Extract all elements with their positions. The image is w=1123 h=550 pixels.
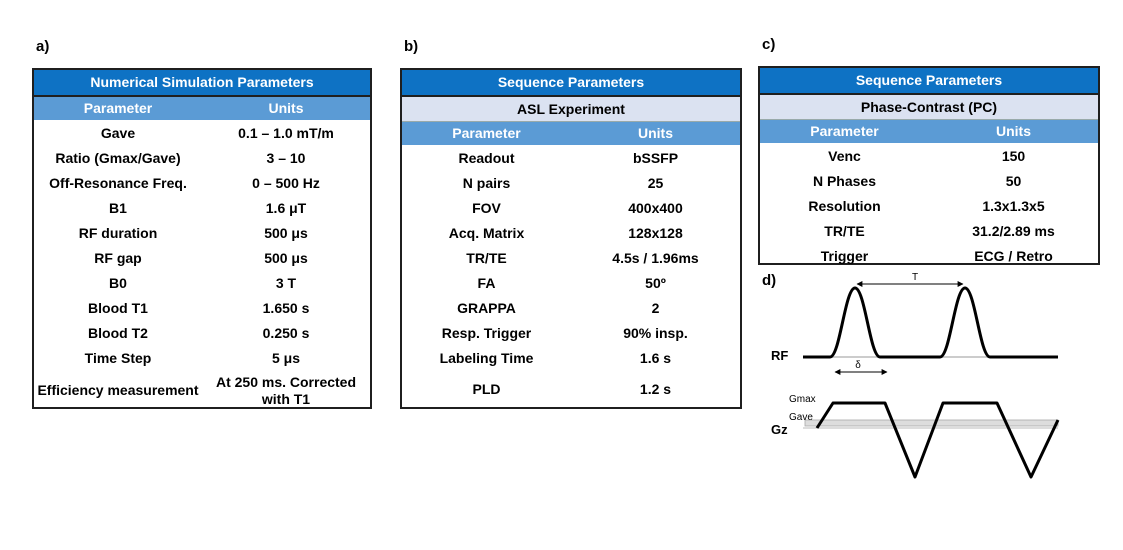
rf-label: RF — [771, 348, 789, 363]
parameter-cell: Labeling Time — [439, 350, 534, 367]
phase-contrast-table — [758, 66, 1100, 265]
parameter-cell: Blood T2 — [88, 325, 148, 342]
table-row — [402, 371, 740, 409]
table-subtitle: Phase-Contrast (PC) — [760, 95, 1098, 120]
table-row — [760, 168, 1098, 193]
parameter-cell: FOV — [472, 199, 501, 216]
table-row — [402, 270, 740, 295]
table-row — [402, 321, 740, 346]
gave-label: Gave — [789, 412, 813, 423]
units-cell: 31.2/2.89 ms — [972, 222, 1055, 239]
units-cell: At 250 ms. Corrected with T1 — [215, 373, 357, 407]
gave-band — [805, 420, 1058, 426]
table-title: Sequence Parameters — [760, 68, 1098, 95]
delta-label: δ — [855, 360, 861, 371]
table-row — [402, 346, 740, 371]
parameter-cell: N pairs — [462, 174, 511, 191]
table-row — [34, 120, 370, 145]
table-subtitle: ASL Experiment — [402, 97, 740, 122]
table-row — [34, 145, 370, 170]
table-body — [34, 120, 370, 411]
column-header-row — [402, 122, 740, 145]
units-cell: 1.650 s — [262, 300, 310, 317]
units-cell: ECG / Retro — [974, 247, 1053, 264]
table-row — [402, 296, 740, 321]
units-cell: 128x128 — [628, 224, 683, 241]
table-row — [34, 271, 370, 296]
table-title: Sequence Parameters — [402, 70, 740, 97]
parameter-cell: B0 — [109, 275, 127, 292]
units-cell: 500 μs — [264, 224, 308, 241]
parameter-cell: Resp. Trigger — [441, 325, 532, 342]
units-cell: 0.250 s — [262, 325, 310, 342]
table-row — [402, 145, 740, 170]
units-cell: 2 — [651, 300, 660, 317]
table-body — [402, 145, 740, 409]
panel-label-d: d) — [762, 272, 777, 289]
parameter-cell: Ratio (Gmax/Gave) — [55, 149, 181, 166]
column-header-row — [34, 97, 370, 120]
table-row — [760, 243, 1098, 268]
parameter-cell: PLD — [472, 381, 501, 398]
parameter-cell: TR/TE — [824, 222, 865, 239]
units-cell: 1.6 μT — [265, 199, 307, 216]
parameter-cell: Off-Resonance Freq. — [49, 174, 187, 191]
units-cell: 500 μs — [264, 250, 308, 267]
table-row — [402, 245, 740, 270]
table-row — [34, 321, 370, 346]
column-header-parameter: Parameter — [810, 123, 879, 139]
units-cell: 3 – 10 — [266, 149, 306, 166]
parameter-cell: Efficiency measurement — [37, 382, 199, 399]
parameter-cell: Resolution — [808, 197, 881, 214]
parameter-cell: Time Step — [84, 350, 152, 367]
parameter-cell: FA — [477, 275, 496, 292]
parameter-cell: RF gap — [94, 250, 142, 267]
units-cell: 0 – 500 Hz — [252, 174, 320, 191]
table-row — [402, 195, 740, 220]
table-row — [402, 220, 740, 245]
parameter-cell: GRAPPA — [457, 300, 516, 317]
column-header-units: Units — [996, 123, 1031, 139]
pulse-sequence-diagram — [765, 270, 1065, 490]
table-row — [34, 296, 370, 321]
table-row — [34, 346, 370, 371]
column-header-parameter: Parameter — [452, 125, 521, 141]
units-cell: bSSFP — [632, 149, 679, 166]
units-cell: 25 — [647, 174, 664, 191]
units-cell: 3 T — [275, 275, 297, 292]
panel-label-c: c) — [762, 36, 776, 53]
units-cell: 0.1 – 1.0 mT/m — [238, 124, 334, 141]
table-row — [402, 170, 740, 195]
table-row — [760, 218, 1098, 243]
table-row — [34, 371, 370, 411]
numerical-simulation-table — [32, 68, 372, 409]
parameter-cell: Venc — [828, 147, 861, 164]
parameter-cell: Trigger — [820, 247, 869, 264]
column-header-units: Units — [638, 125, 673, 141]
parameter-cell: TR/TE — [466, 249, 507, 266]
column-header-units: Units — [268, 100, 304, 116]
gz-waveform — [817, 403, 1058, 477]
table-body — [760, 143, 1098, 268]
parameter-cell: N Phases — [812, 172, 877, 189]
parameter-cell: Gave — [100, 124, 136, 141]
table-row — [760, 143, 1098, 168]
parameter-cell: Readout — [458, 149, 515, 166]
gz-label: Gz — [771, 422, 788, 437]
column-header-parameter: Parameter — [83, 100, 153, 116]
parameter-cell: Acq. Matrix — [448, 224, 525, 241]
table-row — [34, 220, 370, 245]
units-cell: 1.6 s — [639, 350, 672, 367]
units-cell: 1.2 s — [639, 381, 672, 398]
panel-label-a: a) — [36, 38, 50, 55]
parameter-cell: B1 — [109, 199, 127, 216]
table-row — [34, 170, 370, 195]
rf-pulse-train — [803, 288, 1058, 357]
table-row — [760, 193, 1098, 218]
units-cell: 1.3x1.3x5 — [982, 197, 1045, 214]
units-cell: 50 — [1005, 172, 1022, 189]
units-cell: 4.5s / 1.96ms — [612, 249, 699, 266]
table-row — [34, 195, 370, 220]
asl-sequence-table — [400, 68, 742, 409]
panel-label-b: b) — [404, 38, 419, 55]
column-header-row — [760, 120, 1098, 143]
parameter-cell: RF duration — [78, 224, 158, 241]
table-row — [34, 245, 370, 270]
units-cell: 50º — [645, 275, 666, 292]
parameter-cell: Blood T1 — [88, 300, 148, 317]
tau-label: T — [911, 272, 919, 283]
units-cell: 90% insp. — [623, 325, 688, 342]
units-cell: 400x400 — [628, 199, 683, 216]
gmax-label: Gmax — [789, 394, 816, 405]
units-cell: 150 — [1001, 147, 1026, 164]
units-cell: 5 μs — [271, 350, 301, 367]
table-title: Numerical Simulation Parameters — [34, 70, 370, 97]
